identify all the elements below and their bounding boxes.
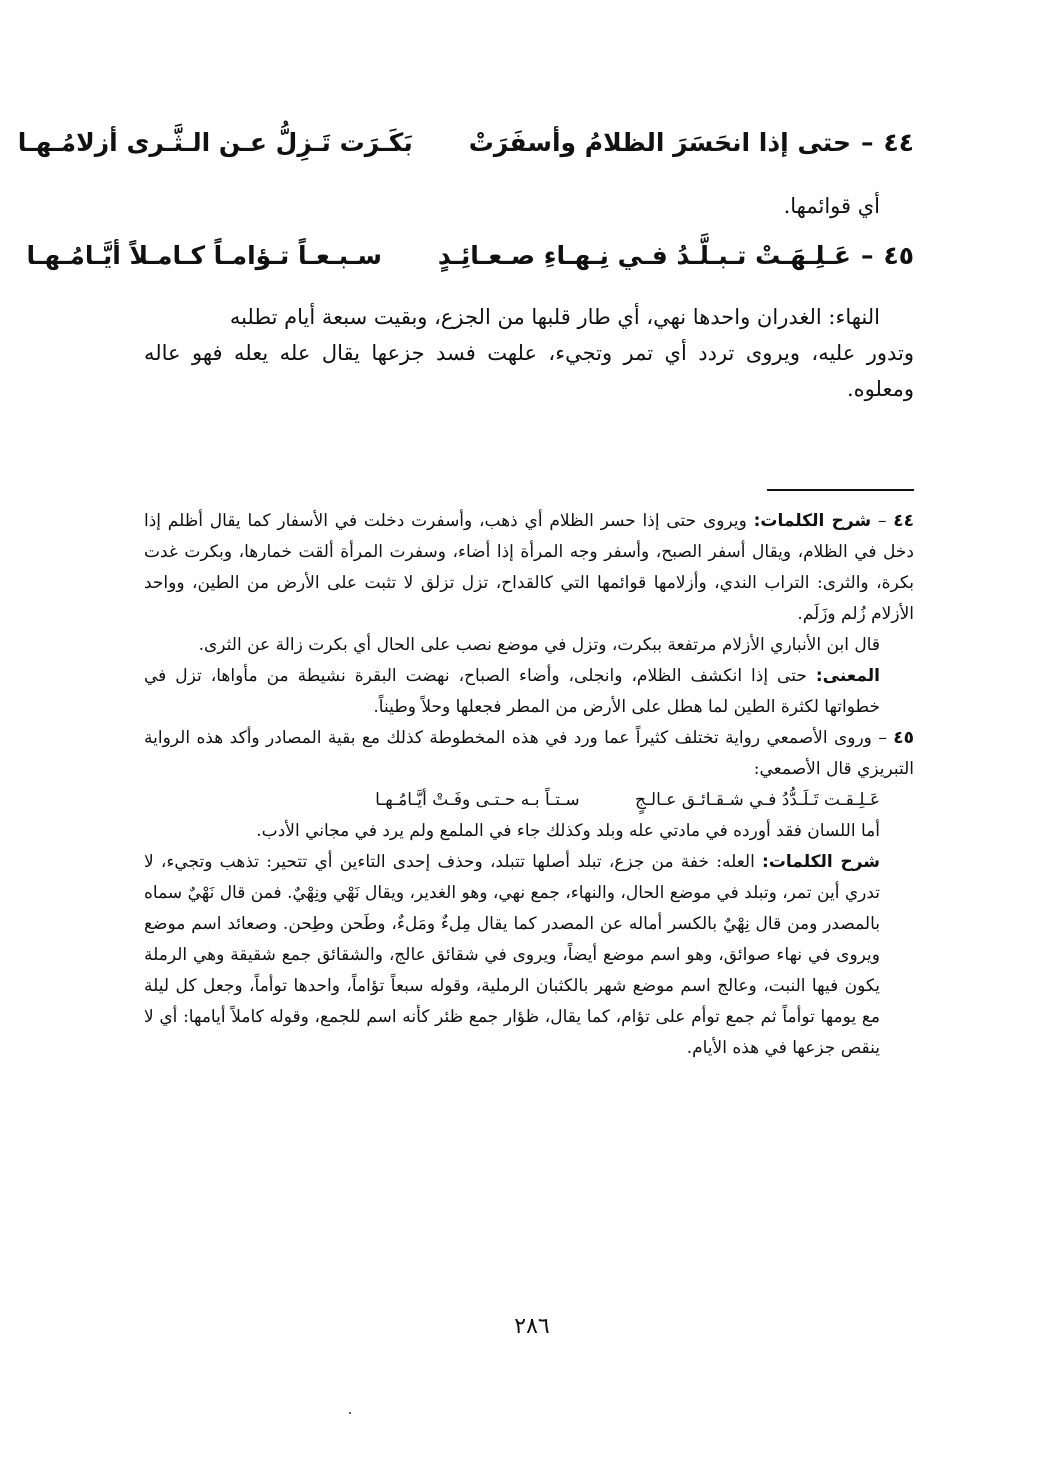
verse-second-hemistich: بَكَـرَت تَـزِلُّ عـن الـثَّـرى أزلامُـهـا	[17, 128, 413, 157]
note-text: ويروى حتى إذا حسر الظلام أي ذهب، وأسفرت دخلت في الأسفار كما يقال أظلم إذا دخل في الظلام، ويقال أسفر الصبح، وأسفر وجه المرأة إذا أضاء، وسفرت المرأة ألقت خمارها، وبكرت غدت بكرة، والثرى: التراب الندي، وأزلامها قوائمها التي كالقداح، تزل تزلق لا تثبت على الأرض من الطين، وواحد الأزلام زُلم وزَلَم.	[144, 511, 914, 624]
verse-44	[17, 123, 914, 163]
quoted-verse-first-hemistich: عَـلِـقـت تَـلَـدُّدُ فـي شـقـائـق عـالـجٍ	[634, 790, 880, 810]
page-number: ٢٨٦	[514, 1314, 550, 1339]
note-44-meaning	[144, 661, 914, 723]
note-44	[144, 506, 914, 630]
quoted-verse-second-hemistich: سـتـاً بـه حـتـى وفَـتْ أيَّـامُـهـا	[375, 790, 580, 810]
note-text: وروى الأصمعي رواية تختلف كثيراً عما ورد في هذه المخطوطة كذلك مع بقية المصادر وأكد هذه الرواية التبريزي قال الأصمعي:	[144, 728, 914, 779]
gloss-45-first-line: النهاء: الغدران واحدها نهي، أي طار قلبها من الجزع، وبقيت سبعة أيام تطلبه	[229, 305, 880, 329]
meaning-text: حتى إذا انكشف الظلام، وانجلى، وأضاء الصباح، نهضت البقرة نشيطة من مأواها، تزل في خطواتها لكثرة الطين لما هطل على الأرض من المطر فجعلها وحلاً وطيناً.	[144, 666, 880, 717]
gloss-44	[144, 188, 914, 224]
footnote-divider	[767, 489, 914, 491]
verse-second-hemistich: سـبـعـاً تـؤامـاً كـامـلاً أيَّـامُـهـا	[26, 241, 382, 270]
verse-dash: –	[860, 128, 874, 157]
note-number: ٤٤	[893, 511, 914, 531]
verse-first-hemistich: عَـلِـهَـتْ تـبـلَّـدُ فـي نِـهـاءِ صـعـائِـدٍ	[437, 241, 851, 270]
footnotes	[144, 506, 914, 1064]
note-text: العله: خفة من جزع، تبلد أصلها تتبلد، وحذف إحدى التاءين أي تتحير: تذهب وتجيء، لا تدري أين تمر، وتبلد في موضع الحال، والنهاء، جمع نهي، وهو الغدير، ويقال نَهْي ونِهْيٌ. فمن قال نَهْيٌ سماه بالمصدر ومن قال نِهْيٌ بالكسر أماله عن المصدر كما يقال مِلءٌ ومَلءٌ، وطَحن وطِحن. وصعائد اسم موضع ويروى في نهاء صوائق، وهو اسم موضع أيضاً، ويروى في شقائق عالج، والشقائق جمع شقيقة وهي الرملة يكون فيها النبت، وعالج اسم موضع شهر بالكثبان الرملية، وقوله سبعاً تؤاماً، واحدها توأماً، وجعل كل ليلة مع يومها توأماً ثم جمع توأم على تؤام، كما يقال، ظؤار جمع ظئر كأنه اسم للجمع، وقوله كاملاً أيامها: أي لا ينقص جزعها في هذه الأيام.	[144, 852, 880, 1058]
gloss-45	[144, 299, 914, 407]
note-45-lisan: أما اللسان فقد أورده في مادتي عله وبلد وكذلك جاء في الملمع ولم يرد في مجاني الأدب.	[256, 821, 880, 841]
note-45	[144, 723, 914, 785]
note-term: شرح الكلمات:	[753, 511, 872, 531]
gloss-45-rest: وتدور عليه، ويروى تردد أي تمر وتجيء، علهت فسد جزعها يقال عله يعله فهو عاله ومعلوه.	[144, 341, 914, 401]
note-45-glossary	[144, 847, 914, 1064]
note-dash: –	[877, 511, 887, 531]
note-44-para2: قال ابن الأنباري الأزلام مرتفعة ببكرت، وتزل في موضع نصب على الحال أي بكرت زالة عن الثرى.	[198, 635, 880, 655]
gloss-44-text: أي قوائمها.	[783, 194, 880, 218]
note-dash: –	[878, 728, 887, 748]
verse-first-hemistich: حتى إذا انحَسَرَ الظلامُ وأسفَرَتْ	[468, 128, 851, 157]
verse-number: ٤٤	[883, 128, 914, 157]
note-term: شرح الكلمات:	[762, 852, 880, 872]
note-number: ٤٥	[893, 728, 914, 748]
scan-speck	[349, 1412, 351, 1414]
meaning-term: المعنى:	[815, 666, 880, 686]
quoted-verse	[144, 785, 914, 816]
verse-45	[26, 236, 914, 276]
verse-dash: –	[860, 241, 874, 270]
verse-number: ٤٥	[883, 241, 914, 270]
